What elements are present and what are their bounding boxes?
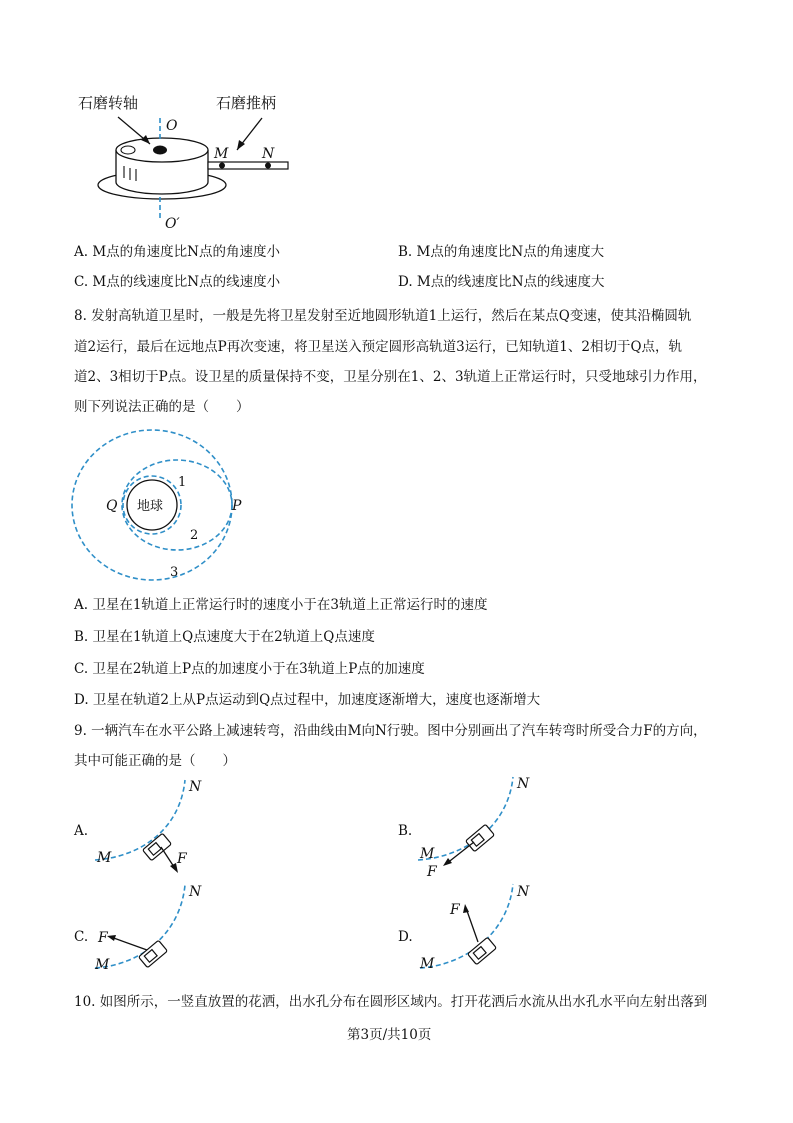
q9-fig-d [410,876,610,986]
q7-option-d: D. M点的线速度比N点的线速度大 [398,274,605,290]
q7-option-c: C. M点的线速度比N点的线速度小 [74,274,281,290]
q9-b-M: M [420,846,435,862]
q7-option-b: B. M点的角速度比N点的角速度大 [398,244,605,260]
handle-label: 石磨推柄 [216,94,277,112]
q9-fig-d-letter: D. [398,929,413,945]
q9-a-F: F [177,851,187,867]
q9-fig-c [85,880,285,990]
earth-label: 地球 [137,499,164,514]
q8-stem-line3: 道2、3相切于P点。设卫星的质量保持不变，卫星分别在1、2、3轨道上正常运行时，只受地球引力作用， [74,369,707,385]
orbit-2-label: 2 [190,528,199,543]
q9-c-F: F [98,930,108,946]
page-footer: 第3页/共10页 [347,1027,432,1043]
q9-d-M: M [420,956,435,972]
q9-c-M: M [95,957,110,973]
q9-a-N: N [189,779,202,795]
q8-option-d: D. 卫星在轨道2上从P点运动到Q点过程中，加速度逐渐增大，速度也逐渐增大 [74,692,541,708]
q8-option-b: B. 卫星在1轨道上Q点速度大于在2轨道上Q点速度 [74,629,375,645]
q8-option-c: C. 卫星在2轨道上P点的加速度小于在3轨道上P点的加速度 [74,661,425,677]
q9-fig-b [410,772,610,882]
q9-fig-c-letter: C. [74,929,89,945]
q8-stem-line4: 则下列说法正确的是（ ） [74,399,250,415]
q8-stem-line1: 8. 发射高轨道卫星时，一般是先将卫星发射至近地圆形轨道1上运行，然后在某点Q变速，使其沿椭圆轨 [74,308,692,324]
q8-stem-line2: 道2运行，最后在远地点P再次变速，将卫星送入预定圆形高轨道3运行，已知轨道1、2相切于Q点，轨 [74,339,683,355]
q9-d-N: N [517,884,530,900]
orbit-1-label: 1 [178,475,187,490]
q9-b-N: N [517,776,530,792]
q7-option-a: A. M点的角速度比N点的角速度小 [74,244,280,260]
q9-stem-line2: 其中可能正确的是（ ） [74,753,236,769]
orbit-diagram [0,420,793,620]
orbit-3-label: 3 [170,565,179,580]
q9-b-F: F [427,864,437,880]
q9-a-M: M [97,850,112,866]
label-O: O [166,118,178,134]
point-P: P [232,498,242,514]
label-O-prime: O′ [165,216,180,232]
q9-d-F: F [450,902,460,918]
q8-option-a: A. 卫星在1轨道上正常运行时的速度小于在3轨道上正常运行时的速度 [74,597,488,613]
label-M: M [214,146,229,162]
q10-stem-line1: 10. 如图所示，一竖直放置的花洒，出水孔分布在圆形区域内。打开花洒后水流从出水孔水平向左射出落到 [74,994,708,1010]
axis-label: 石磨转轴 [78,94,139,112]
q9-fig-a [85,775,285,885]
millstone-drawing [0,0,793,240]
q9-fig-a-letter: A. [74,823,89,839]
label-N: N [262,146,275,162]
q9-c-N: N [189,884,202,900]
point-Q: Q [106,498,118,514]
q9-fig-b-letter: B. [398,823,413,839]
q9-stem-line1: 9. 一辆汽车在水平公路上减速转弯，沿曲线由M向N行驶。图中分别画出了汽车转弯时所受合力F的方向， [74,723,707,739]
